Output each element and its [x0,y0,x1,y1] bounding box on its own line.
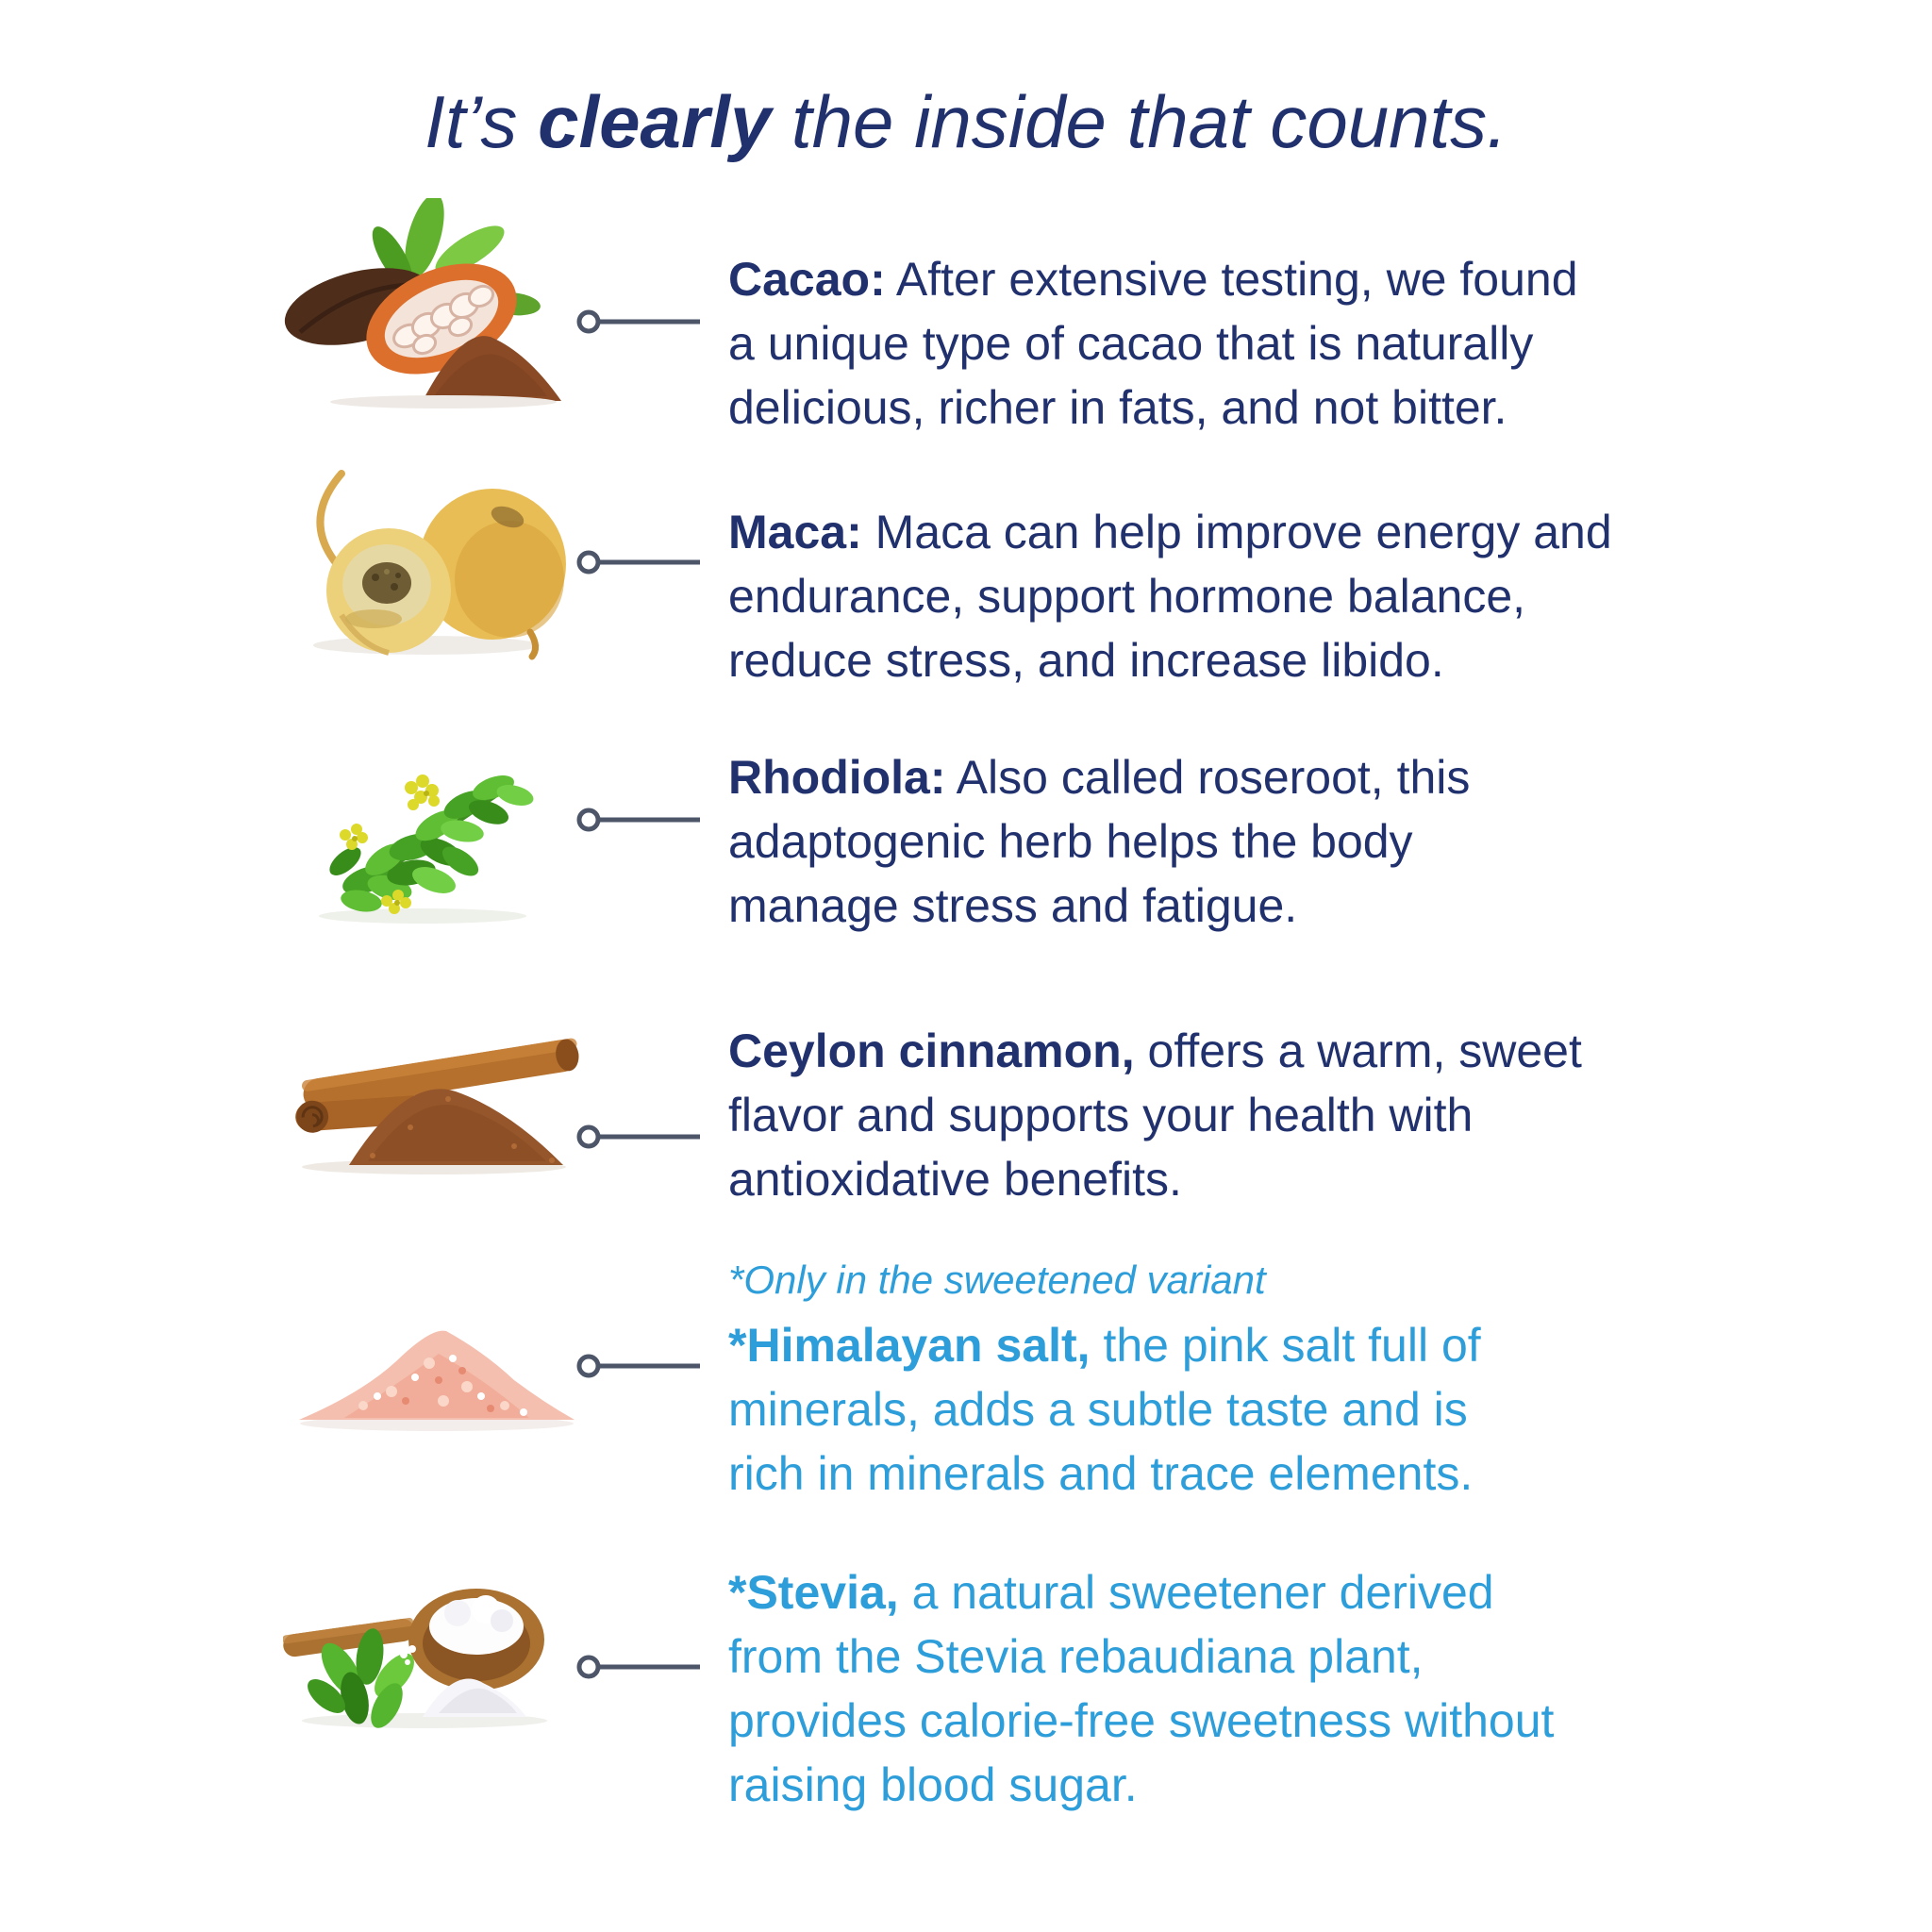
maca-line-1-text: Maca can help improve energy and [874,506,1612,558]
ceylon-line-1-text: offers a warm, sweet [1147,1024,1582,1077]
himalayan-salt-description [728,1313,1481,1506]
salt-line-3: rich in minerals and trace elements. [728,1447,1474,1500]
sweetened-variant-note: *Only in the sweetened variant [728,1257,1266,1302]
cacao-ingredient-name: Cacao: [728,253,886,306]
cacao-description [728,247,1578,440]
stevia-spoon-image [283,1564,557,1734]
cacao-illustration [283,198,575,410]
salt-line-1-text: the pink salt full of [1103,1319,1481,1372]
ceylon-ingredient-name: Ceylon cinnamon, [728,1024,1135,1077]
connector-rhodiola [576,804,704,836]
cinnamon-illustration [278,1024,590,1179]
salt-line-2: minerals, adds a subtle taste and is [728,1383,1468,1436]
cacao-line-3: delicious, richer in fats, and not bitter. [728,381,1507,434]
stevia-illustration [283,1564,557,1734]
cacao-line-1 [728,247,1578,311]
maca-line-3: reduce stress, and increase libido. [728,634,1444,687]
stevia-description [728,1560,1554,1817]
rhodiola-line-1-text: Also called roseroot, this [956,751,1471,804]
ceylon-line-2: flavor and supports your health with [728,1089,1474,1141]
connector-cacao [576,306,704,338]
cinnamon-sticks-image [278,1024,590,1179]
rhodiola-line-1 [728,745,1470,809]
rhodiola-ingredient-name: Rhodiola: [728,751,946,804]
rhodiola-plant-image [300,739,555,932]
himalayan-salt-image [288,1307,585,1434]
maca-illustration [283,460,571,668]
salt-ingredient-name: *Himalayan salt, [728,1319,1091,1372]
page-title [0,79,1932,165]
stevia-line-2: from the Stevia rebaudiana plant, [728,1630,1424,1683]
stevia-line-3: provides calorie-free sweetness without [728,1694,1555,1747]
stevia-line-1-text: a natural sweetener derived [911,1566,1494,1619]
ceylon-line-1 [728,1019,1582,1083]
rhodiola-description [728,745,1470,938]
salt-line-1 [728,1313,1481,1377]
connector-maca [576,546,704,578]
connector-stevia [576,1651,704,1683]
maca-ingredient-name: Maca: [728,506,862,558]
pink-salt-illustration [288,1307,585,1434]
stevia-line-1 [728,1560,1554,1624]
title-emphasis: clearly [538,80,772,163]
maca-description [728,500,1612,692]
rhodiola-line-2: adaptogenic herb helps the body [728,815,1413,868]
cacao-line-2: a unique type of cacao that is naturally [728,317,1534,370]
maca-line-2: endurance, support hormone balance, [728,570,1526,623]
maca-roots-image [283,460,571,668]
connector-ceylon-cinnamon [576,1121,704,1153]
rhodiola-line-3: manage stress and fatigue. [728,879,1298,932]
ceylon-line-3: antioxidative benefits. [728,1153,1182,1206]
ceylon-cinnamon-description [728,1019,1582,1211]
cacao-line-1-text: After extensive testing, we found [895,253,1578,306]
stevia-ingredient-name: *Stevia, [728,1566,899,1619]
title-prefix: It’s [425,80,539,163]
rhodiola-illustration [300,739,555,932]
cacao-pod-with-powder-image [283,198,575,410]
maca-line-1 [728,500,1612,564]
title-suffix: the inside that counts. [771,80,1507,163]
connector-himalayan-salt [576,1350,704,1382]
stevia-line-4: raising blood sugar. [728,1758,1138,1811]
